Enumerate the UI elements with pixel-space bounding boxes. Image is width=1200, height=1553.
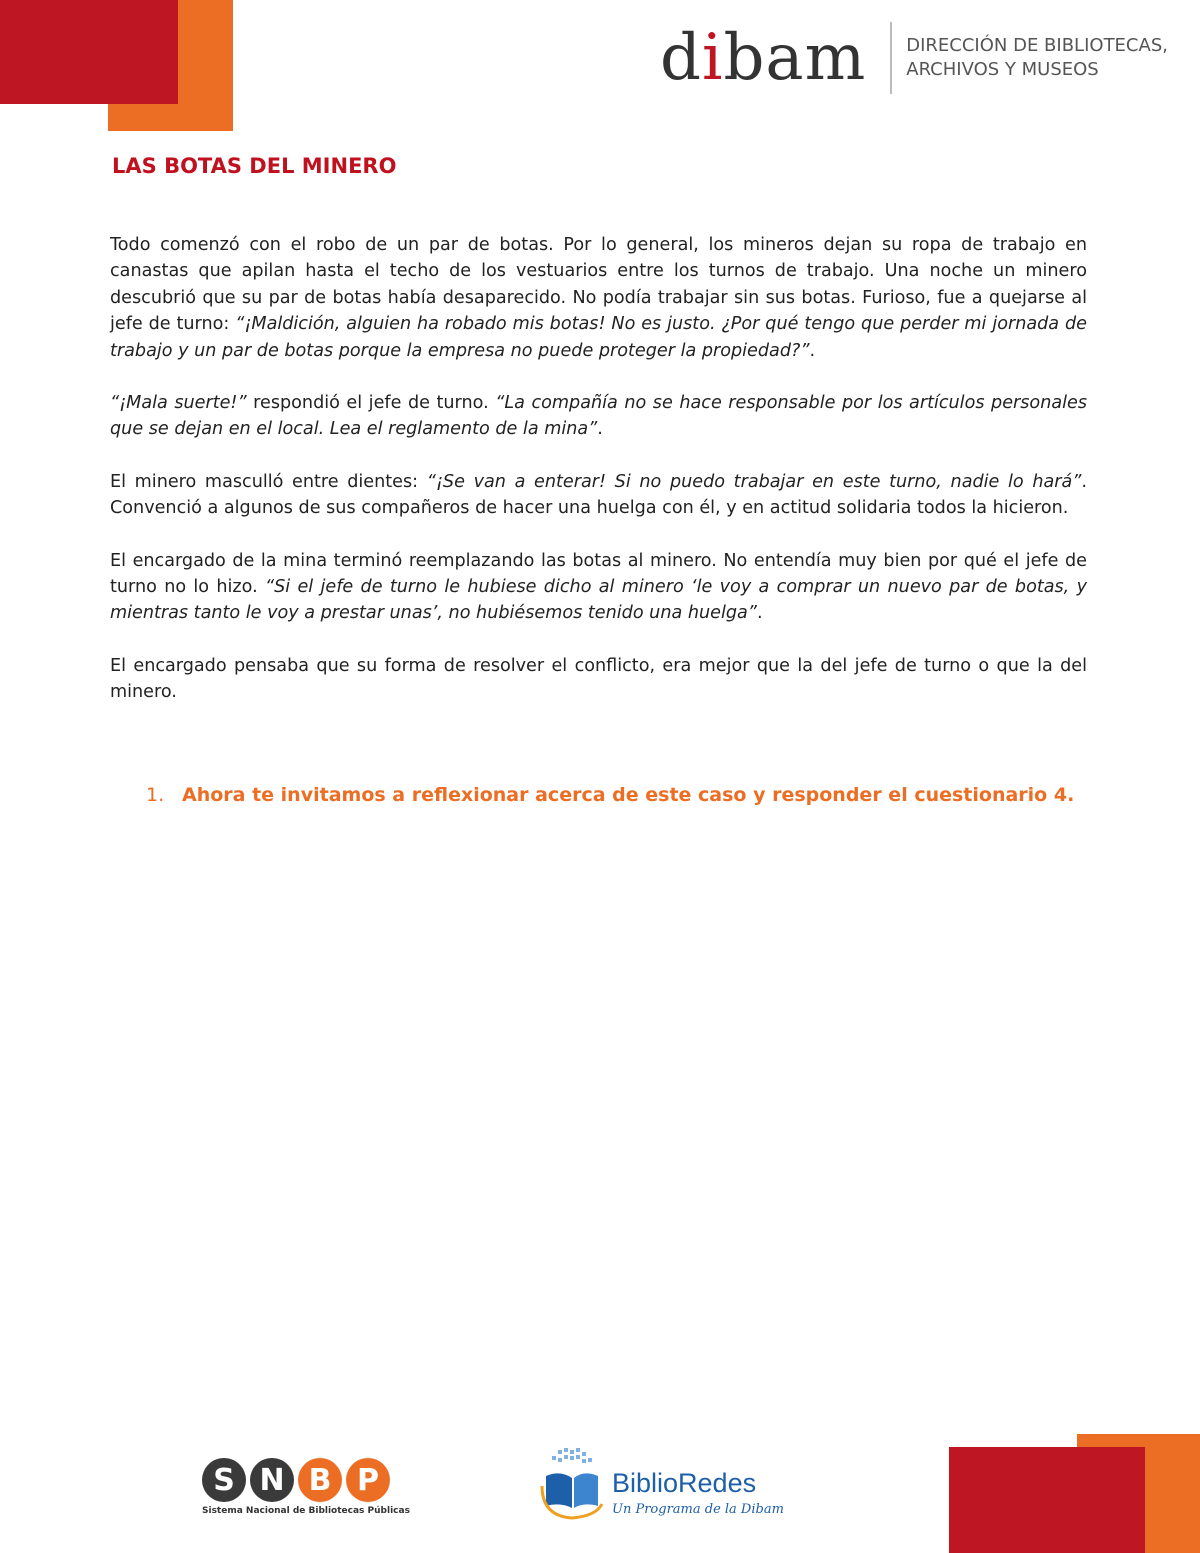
p3-quote: “¡Se van a enterar! Si no puedo trabajar en este turno, nadie lo hará”: [426, 471, 1082, 492]
p4-end: .: [756, 603, 763, 624]
corner-red-block-bottom: [949, 1447, 1145, 1553]
logo-subtitle: [906, 34, 1168, 82]
paragraph-4: [110, 548, 1087, 627]
p3-text-1: El minero masculló entre dientes:: [110, 471, 427, 492]
p2-quote-1: “¡Mala suerte!”: [110, 393, 247, 414]
snbp-letter-p: P: [346, 1458, 390, 1502]
p2-text: respondió el jefe de turno.: [246, 393, 496, 414]
logo-letter-i: i: [701, 21, 724, 95]
p2-end: .: [597, 419, 603, 440]
p1-end: .: [809, 340, 816, 361]
paragraph-2: [110, 390, 1087, 443]
dibam-logo-word: [660, 21, 867, 95]
p2-quote-2: “La compañía no se hace responsable por los artículos personales que se dejan en el local. Lea el reglamento de la mina”: [110, 393, 1088, 440]
corner-red-block-top: [0, 0, 178, 104]
biblioredes-name: BiblioRedes: [612, 1468, 757, 1498]
snbp-letters: [202, 1458, 402, 1502]
snbp-letter-b: B: [298, 1458, 342, 1502]
biblioredes-logo: [536, 1446, 784, 1526]
biblioredes-tagline: Un Programa de la Dibam: [612, 1502, 784, 1517]
p1-text: Todo comenzó con el robo de un par de botas. Por lo general, los mineros dejan su ropa de trabajo en canastas que apilan hasta el techo de los vestuarios entre los turnos de trabajo. Una noche un minero descubrió que su par de botas había desaparecido. No podía trabajar sin sus botas. Furioso, fue a quejarse al jefe de turno:: [110, 235, 1087, 335]
paragraph-1: [110, 232, 1087, 364]
logo-subtitle-line1: DIRECCIÓN DE BIBLIOTECAS,: [906, 35, 1168, 56]
snbp-letter-n: N: [250, 1458, 294, 1502]
p3-text-2: . Convenció a algunos de sus compañeros de hacer una huelga con él, y en actitud solidaria todos la hicieron.: [110, 471, 1087, 519]
document-title: LAS BOTAS DEL MINERO: [112, 154, 397, 178]
logo-subtitle-line2: ARCHIVOS Y MUSEOS: [906, 59, 1099, 80]
logo-letter-d: d: [660, 21, 702, 95]
p4-quote: “Si el jefe de turno le hubiese dicho al minero ‘le voy a comprar un nuevo par de botas, y mientras tanto le voy a prestar unas’, no hubiésemos tenido una huelga”: [110, 577, 1087, 624]
snbp-logo: [202, 1458, 410, 1528]
p1-quote: “¡Maldición, alguien ha robado mis botas! No es justo. ¿Por qué tengo que perder mi jornada de trabajo y un par de botas porque la empresa no puede proteger la propiedad?”: [110, 314, 1087, 361]
snbp-caption: Sistema Nacional de Bibliotecas Públicas: [202, 1506, 410, 1516]
question-text: Ahora te invitamos a reflexionar acerca de este caso y responder el cuestionario 4.: [182, 784, 1075, 806]
document-body: [110, 232, 1087, 732]
logo-divider: [890, 22, 892, 94]
snbp-letter-s: S: [202, 1458, 246, 1502]
paragraph-3: [110, 469, 1087, 522]
p4-text: El encargado de la mina terminó reemplazando las botas al minero. No entendía muy bien por qué el jefe de turno no lo hizo.: [110, 550, 1087, 598]
paragraph-5: El encargado pensaba que su forma de resolver el conflicto, era mejor que la del jefe de turno o que la del minero.: [110, 655, 1087, 703]
question-item: [146, 782, 1087, 808]
open-book-icon: [536, 1446, 612, 1526]
question-number: 1.: [146, 784, 165, 806]
dibam-logo: [660, 18, 1168, 98]
logo-letters-bam: bam: [723, 21, 867, 95]
